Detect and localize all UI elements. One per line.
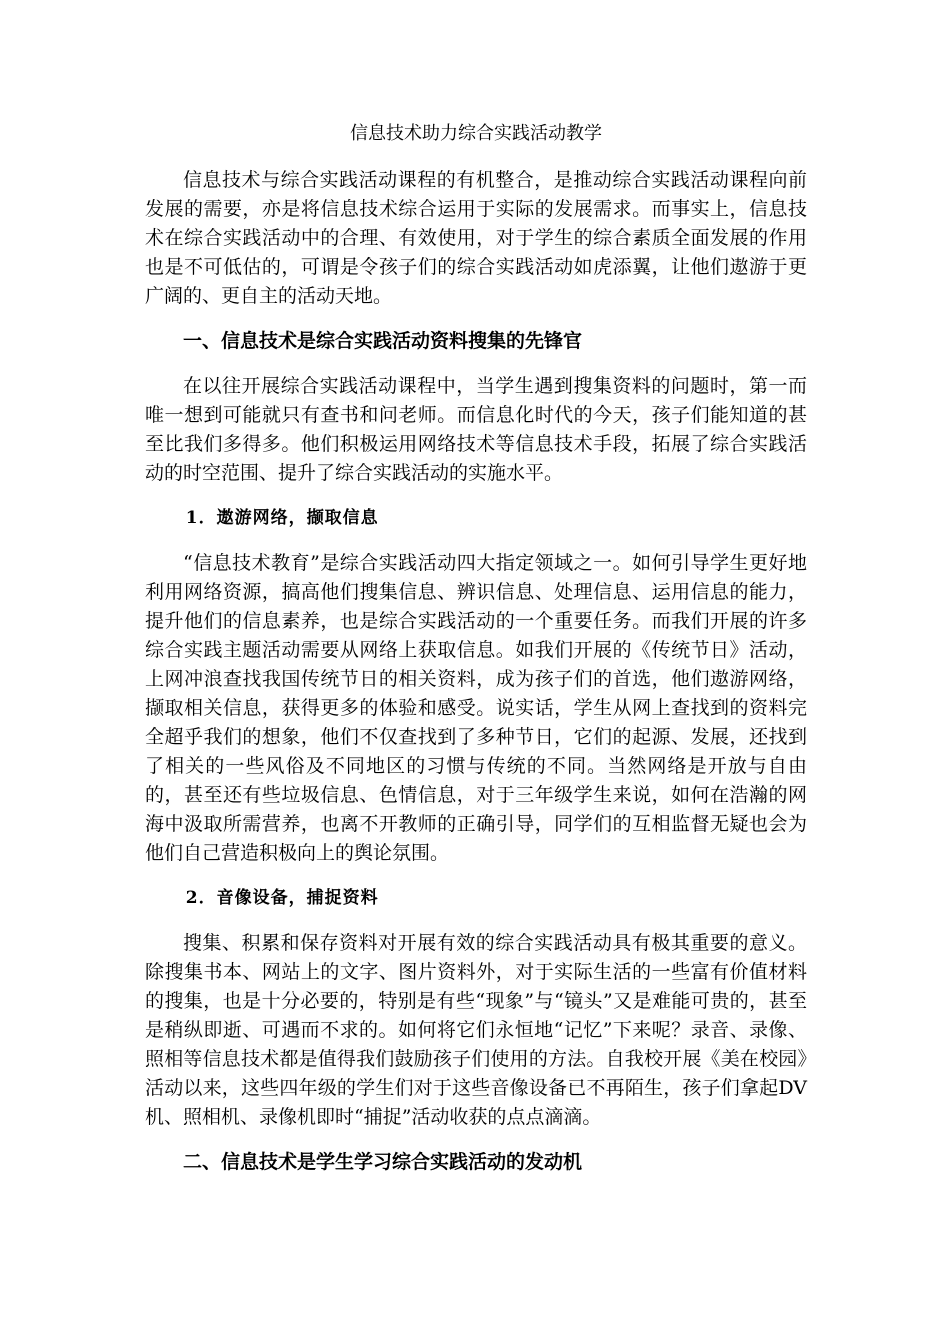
section-2-heading: 二、信息技术是学生学习综合实践活动的发动机 — [183, 1151, 583, 1173]
subsection-1-heading: 1．遨游网络，撷取信息 — [185, 508, 379, 528]
subsection-2-heading: 2．音像设备，捕捉资料 — [185, 888, 379, 908]
intro-paragraph: 信息技术与综合实践活动课程的有机整合，是推动综合实践活动课程向前发展的需要，亦是将信息技术综合运用于实际的发展需求。而事实上，信息技术在综合实践活动中的合理、有效使用，对于学生的综合素质全面发展的作用也是不可低估的，可谓是令孩子们的综合实践活动如虎添翼，让他们遨游于更广阔的、更自主的活动天地。 — [145, 169, 807, 307]
section-1-paragraph: 在以往开展综合实践活动课程中，当学生遇到搜集资料的问题时，第一而唯一想到可能就只有查书和问老师。而信息化时代的今天，孩子们能知道的甚至比我们多得多。他们积极运用网络技术等信息技术手段，拓展了综合实践活动的时空范围、提升了综合实践活动的实施水平。 — [145, 375, 807, 484]
section-1-heading: 一、信息技术是综合实践活动资料搜集的先锋官 — [183, 330, 583, 352]
subsection-1-paragraph: “信息技术教育”是综合实践活动四大指定领域之一。如何引导学生更好地利用网络资源，搞高他们搜集信息、辨识信息、处理信息、运用信息的能力，提升他们的信息素养，也是综合实践活动的一个重要任务。而我们开展的许多综合实践主题活动需要从网络上获取信息。如我们开展的《传统节日》活动，上网冲浪查找我国传统节日的相关资料，成为孩子们的首选，他们遨游网络，撷取相关信息，获得更多的体验和感受。说实话，学生从网上查找到的资料完全超乎我们的想象，他们不仅查找到了多种节日，它们的起源、发展，还找到了相关的一些风俗及不同地区的习惯与传统的不同。当然网络是开放与自由的，甚至还有些垃圾信息、色情信息，对于三年级学生来说，如何在浩瀚的网海中汲取所需营养，也离不开教师的正确引导，同学们的互相监督无疑也会为他们自己营造积极向上的舆论氛围。 — [145, 552, 807, 864]
document-title: 信息技术助力综合实践活动教学 — [350, 123, 602, 144]
subsection-2-paragraph: 搜集、积累和保存资料对开展有效的综合实践活动具有极其重要的意义。除搜集书本、网站上的文字、图片资料外，对于实际生活的一些富有价值材料的搜集，也是十分必要的，特别是有些“现象”与“镜头”又是难能可贵的，甚至是稍纵即逝、可遇而不求的。如何将它们永恒地“记忆”下来呢？录音、录像、照相等信息技术都是值得我们鼓励孩子们使用的方法。自我校开展《美在校园》活动以来，这些四年级的学生们对于这些音像设备已不再陌生，孩子们拿起DV机、照相机、录像机即时“捕捉”活动收获的点点滴滴。 — [145, 932, 807, 1128]
document-content — [145, 118, 807, 1193]
